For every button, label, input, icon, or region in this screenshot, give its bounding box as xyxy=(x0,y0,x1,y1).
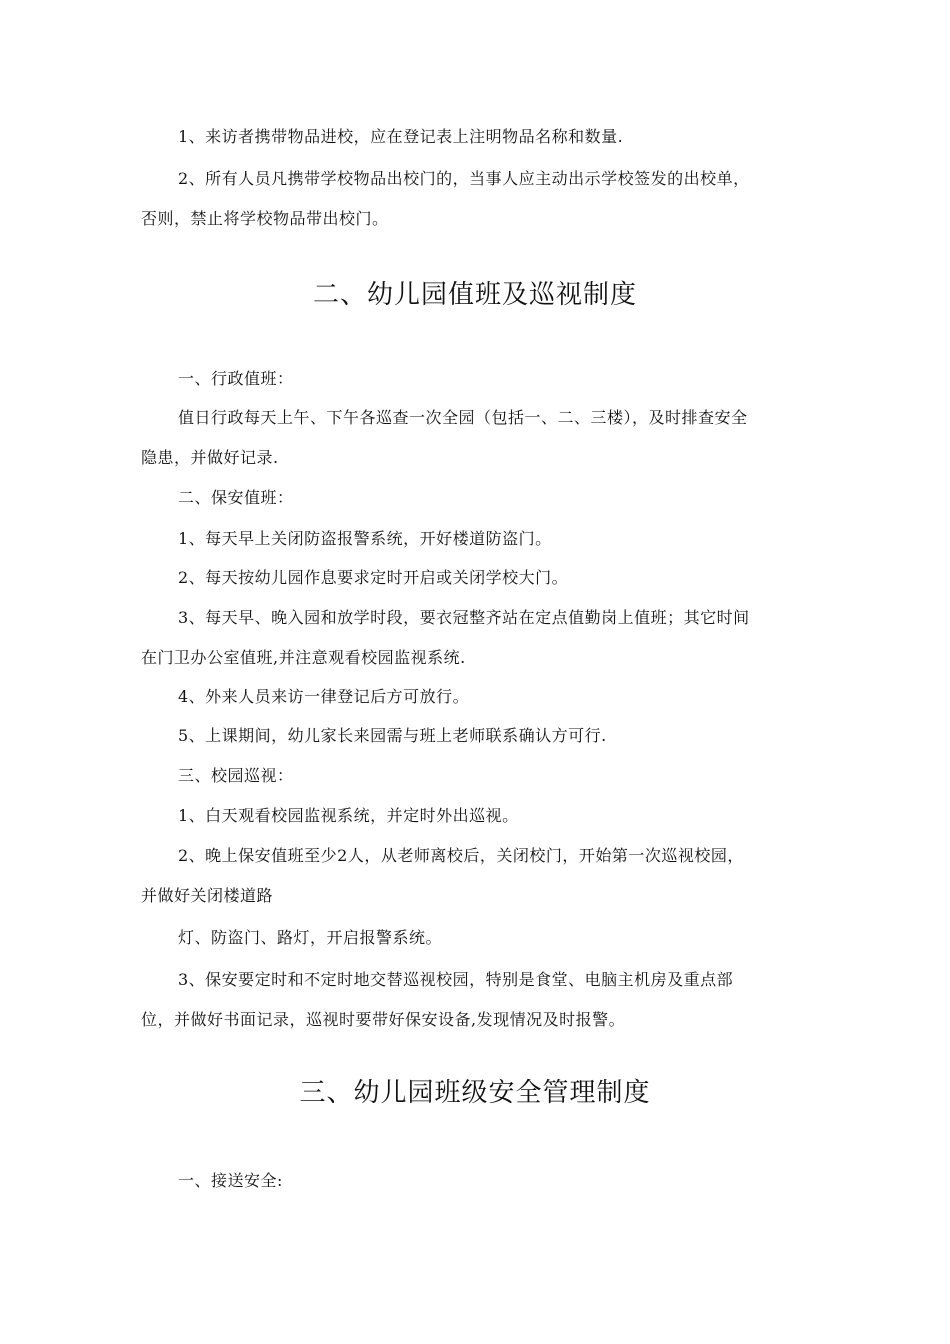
section-title-class-safety: 三、幼儿园班级安全管理制度 xyxy=(299,1078,651,1108)
subheading-guard-duty: 二、保安值班： xyxy=(178,488,294,507)
list-item-guard-3-line1: 3、每天早、晚入园和放学时段，要衣冠整齐站在定点值勤岗上值班；其它时间 xyxy=(178,608,750,627)
list-item-patrol-2-line3: 灯、防盗门、路灯，开启报警系统。 xyxy=(178,928,443,947)
paragraph-admin-duty-line2: 隐患，并做好记录. xyxy=(141,448,279,467)
list-item-guard-1: 1、每天早上关闭防盗报警系统，开好楼道防盗门。 xyxy=(178,529,552,548)
list-item-guard-5: 5、上课期间，幼儿家长来园需与班上老师联系确认方可行. xyxy=(178,726,607,745)
subheading-admin-duty: 一、行政值班： xyxy=(178,369,294,388)
subheading-pickup-safety: 一、接送安全: xyxy=(178,1171,283,1190)
list-item-guard-2: 2、每天按幼儿园作息要求定时开启或关闭学校大门。 xyxy=(178,568,569,587)
section-title-duty-patrol: 二、幼儿园值班及巡视制度 xyxy=(312,280,637,310)
subheading-campus-patrol: 三、校园巡视： xyxy=(178,766,294,785)
list-item-patrol-3-line2: 位，并做好书面记录，巡视时要带好保安设备,发现情况及时报警。 xyxy=(141,1010,626,1029)
list-item-patrol-3-line1: 3、保安要定时和不定时地交替巡视校园，特别是食堂、电脑主机房及重点部 xyxy=(178,970,734,989)
list-item-guard-3-line2: 在门卫办公室值班,并注意观看校园监视系统. xyxy=(141,648,466,667)
list-item-patrol-2-line1: 2、晚上保安值班至少2人，从老师离校后，关闭校门，开始第一次巡视校园， xyxy=(178,846,744,865)
list-item-guard-4: 4、外来人员来访一律登记后方可放行。 xyxy=(178,687,470,706)
paragraph-visitor-items: 1、来访者携带物品进校，应在登记表上注明物品名称和数量. xyxy=(178,127,624,146)
paragraph-exit-slip-line2: 否则，禁止将学校物品带出校门。 xyxy=(141,209,389,228)
paragraph-exit-slip-line1: 2、所有人员凡携带学校物品出校门的，当事人应主动出示学校签发的出校单， xyxy=(178,169,750,188)
list-item-patrol-1: 1、白天观看校园监视系统，并定时外出巡视。 xyxy=(178,806,519,825)
paragraph-admin-duty-line1: 值日行政每天上午、下午各巡查一次全园（包括一、二、三楼），及时排查安全 xyxy=(178,408,748,427)
list-item-patrol-2-line2: 并做好关闭楼道路 xyxy=(141,886,274,905)
